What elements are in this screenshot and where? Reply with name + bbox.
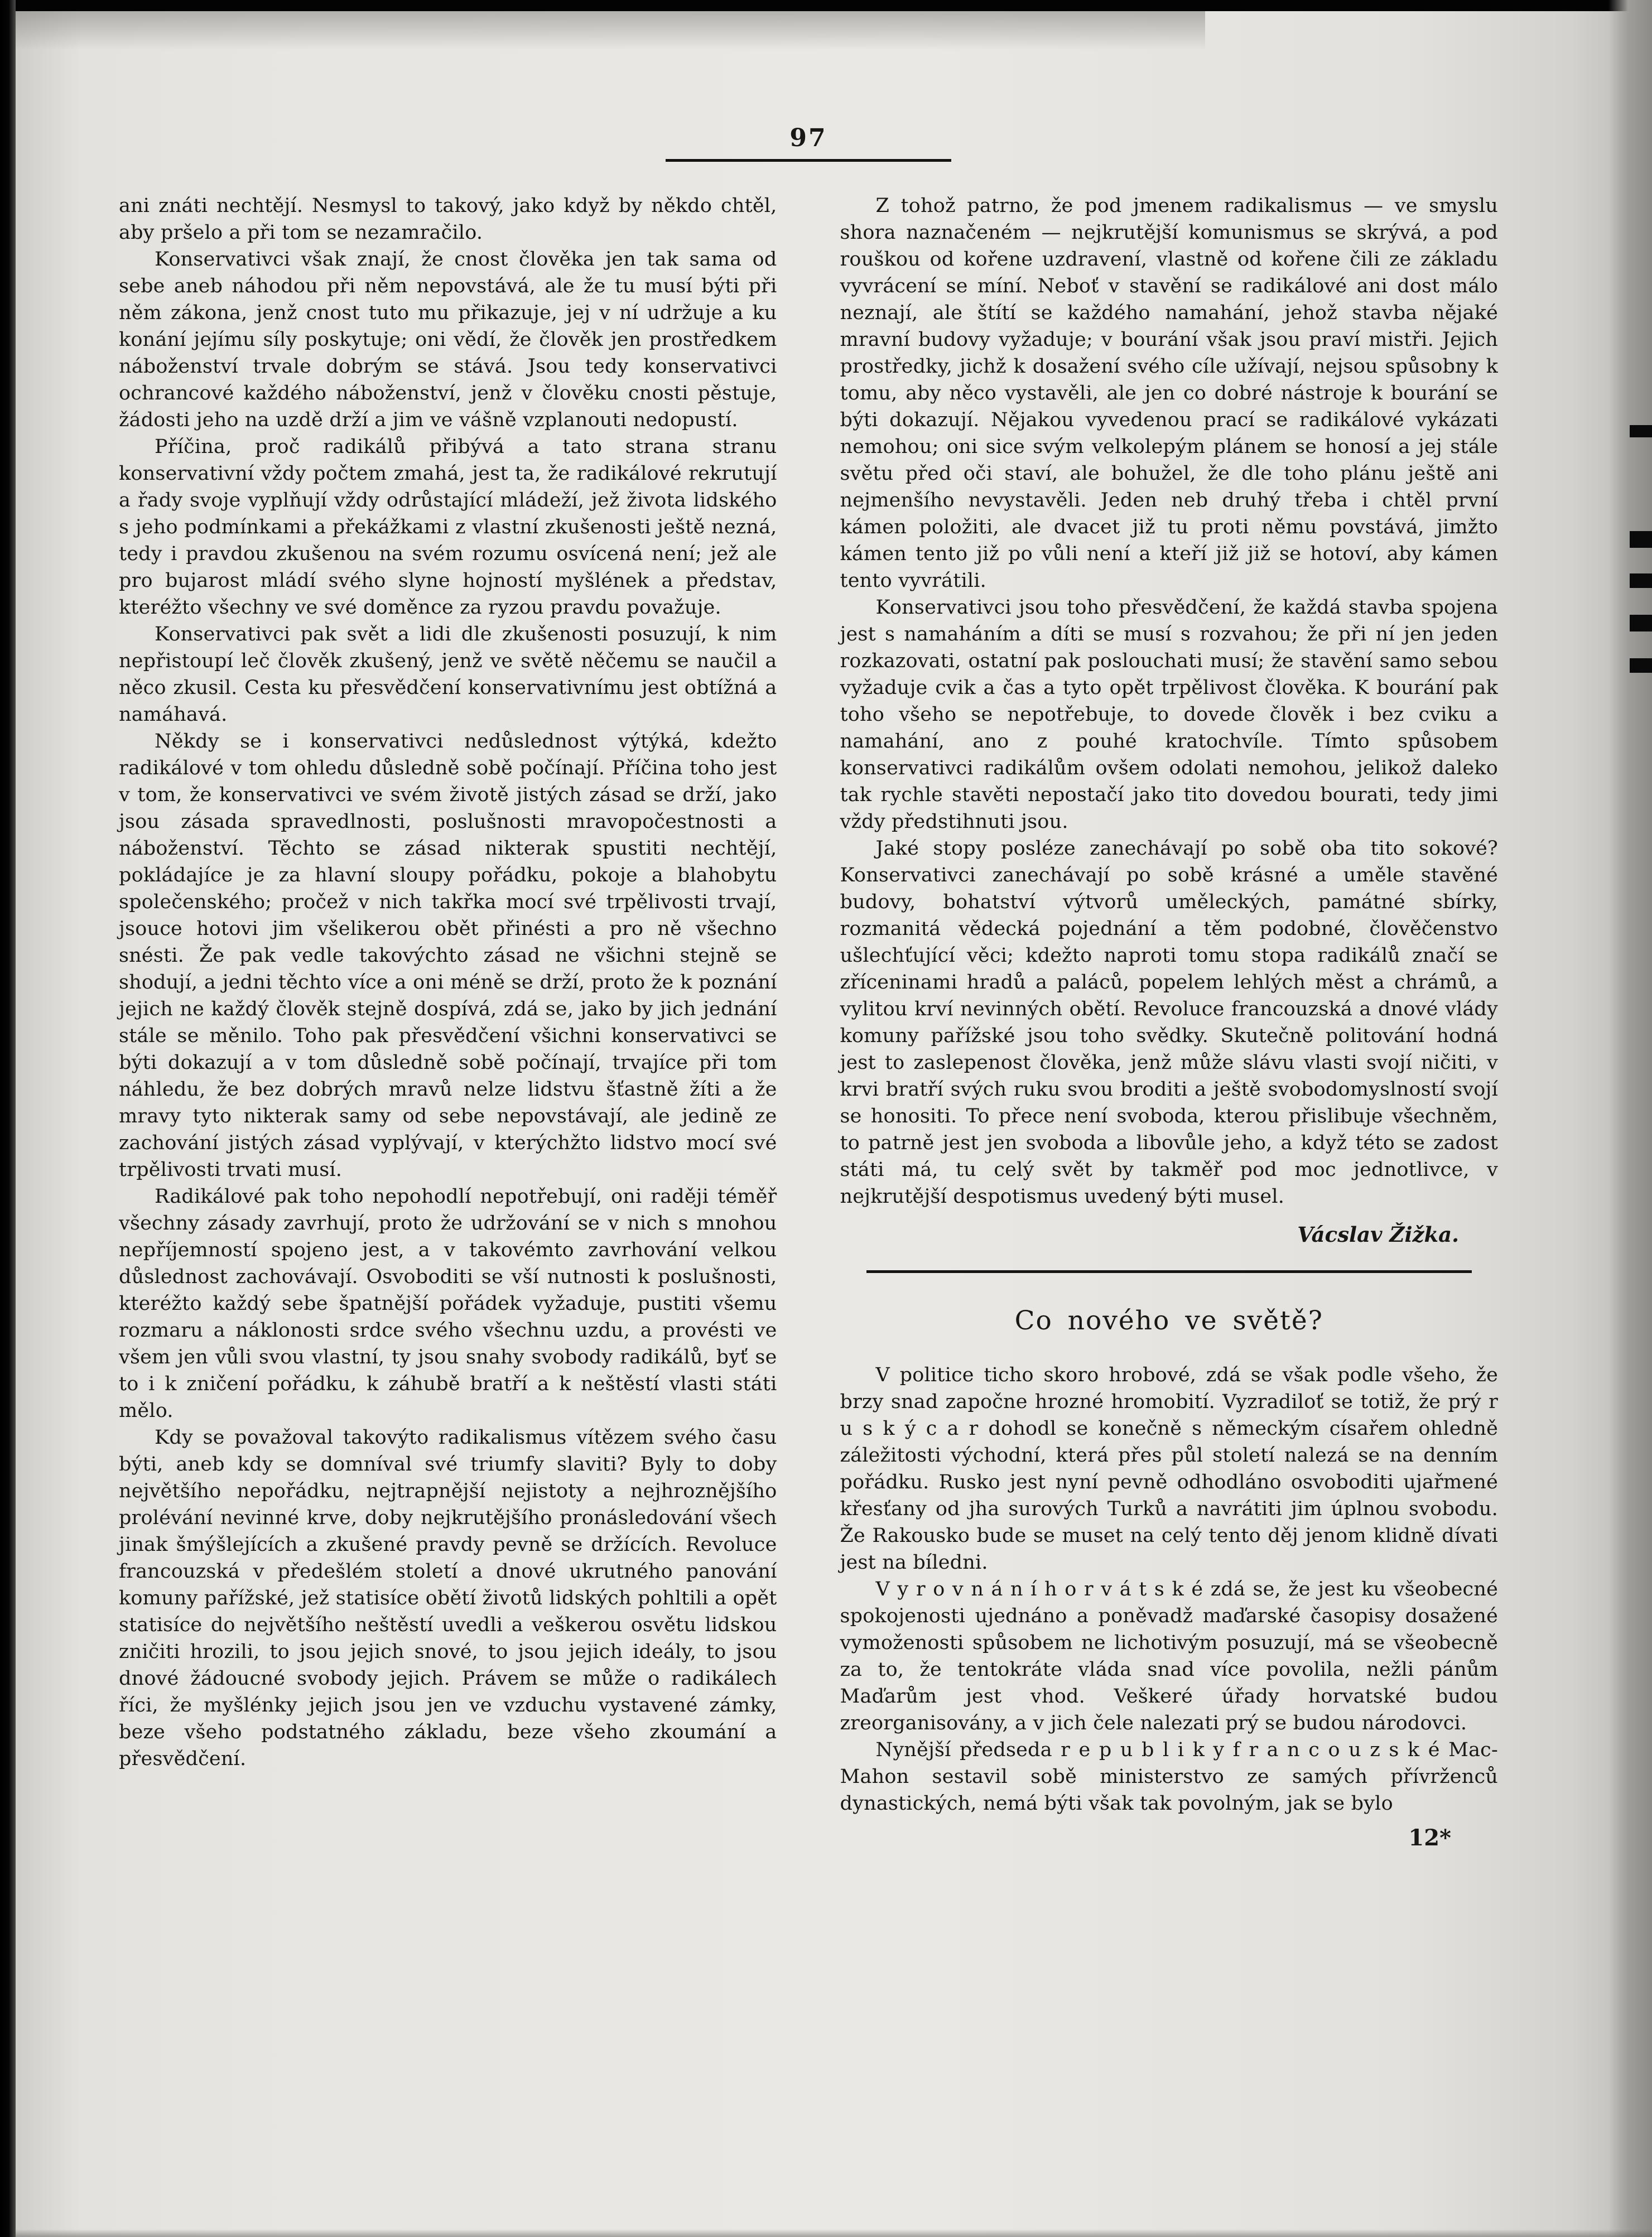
paragraph: Z tohož patrno, že pod jmenem radikalismus — ve smyslu shora naznačeném — nejkrutější komunismus se skrývá, a pod rouškou od kořene uzdravení, vlastně od kořene čili ze základu vyvrácení se míní. Neboť v stavění se radikálové ani dost málo neznají, ale štítí se každého namahání, jehož stavba nějaké mravní budovy vyžaduje; v bourání však jsou praví mistři. Jejich prostředky, jichž k dosažení svého cíle užívají, nejsou spůsobny k tomu, aby něco vystavěli, ale jen co dobré nástroje k bourání se býti dokazují. Nějakou vyvedenou prací se radikálové vykázati nemohou; oni sice svým velkolepým plánem se honosí a jej stále světu před oči staví, ale bohužel, že dle toho plánu ještě ani nejmenšího nevystavěli. Jeden neb druhý třeba i chtěl první kámen položiti, ale dvacet již tu proti němu povstává, jimžto kámen tento již po vůli není a kteří již již se hotoví, aby kámen tento vyvrátili. [840,195,1498,592]
page-content [119,124,1498,1851]
text-columns [119,192,1498,1851]
paragraph: Příčina, proč radikálů přibývá a tato strana stranu konservativní vždy počtem zmahá, jest ta, že radikálové rekrutují a řady svoje vyplňují vždy odrůstající mládeží, jež života lidského s jeho podmínkami a překážkami z vlastní zkušenosti ještě nezná, tedy i pravdou zkušenou na svém rozumu osvícená není; jež ale pro bujarost mládí svého slyne hojností myšlének a představ, kteréžto všechny ve své doměnce za ryzou pravdu považuje. [119,436,777,619]
paragraph: Konservativci jsou toho přesvědčení, že každá stavba spojena jest s namaháním a díti se musí s rozvahou; že při ní jen jeden rozkazovati, ostatní pak poslouchati musí; že stavění samo sebou vyžaduje cvik a čas a tyto opět trpělivost člověka. K bourání pak toho všeho se nepotřebuje, to dovede člověk i bez cviku a namahání, ano z pouhé kratochvíle. Tímto spůsobem konservativci radikálům ovšem odolati nemohou, jelikož daleko tak rychle stavěti nepostačí jako tito dovedou bourati, tedy jimi vždy předstihnuti jsou. [840,596,1498,833]
sheet-signature-mark: 12* [1408,1825,1451,1851]
scan-artifact-mark [1630,531,1652,548]
section-heading: Co nového ve světě? [1014,1305,1323,1336]
scan-edge-left [0,0,16,2237]
paragraph: Konservativci pak svět a lidi dle zkušenosti posuzují, k nim nepřistoupí leč člověk zkušený, jenž ve světě něčemu se naučil a něco zkusil. Cesta ku přesvědčení konservativnímu jest obtížná a namáhavá. [119,623,777,726]
paragraph: Někdy se i konservativci nedůslednost výtýká, kdežto radikálové v tom ohledu důsledně sobě počínají. Příčina toho jest v tom, že konservativci ve svém životě jistých zásad se drží, jako jsou zásada spravedlnosti, poslušnosti mravopočestnosti a náboženství. Těchto se zásad nikterak spustiti nechtějí, pokládajíce je za hlavní sloupy pořádku, pokoje a blahobytu společenského; pročež v nich takřka mocí své trpělivosti trvají, jsouce hotovi jim všelikerou obět přinésti a pro ně všechno snésti. Že pak vedle takovýchto zásad ne všichni stejně se shodují, a jedni těchto více a oni méně se drží, proto že k poznání jejich ne každý člověk stejně dospívá, zdá se, jako by jich jednání stále se měnilo. Toho pak přesvědčení všichni konservativci se býti dokazují a v tom důsledně sobě počínají, trvajíce při tom náhledu, že bez dobrých mravů nelze lidstvu šťastně žíti a že mravy tyto nikterak samy od sebe nepovstávají, ale jedině ze zachování jistých zásad vyplývají, v kterýchžto lidstvo mocí své trpělivosti trvati musí. [119,730,777,1181]
paragraph: V politice ticho skoro hrobové, zdá se však podle všeho, že brzy snad započne hrozné hromobití. Vyzradiloť se totiž, že prý r u s k ý c a r dohodl se konečně s německým císařem ohledně záležitosti východní, která přes půl století nalezá se na denním pořádku. Rusko jest nyní pevně odhodláno osvoboditi ujařmené křesťany od jha surových Turků a navrátiti jim úplnou svobodu. Že Rakousko bude se muset na celý tento děj jenom klidně dívati jest na bíledni. [840,1364,1498,1574]
section-divider [866,1270,1472,1273]
paragraph: Nynější předseda r e p u b l i k y f r a n c o u z s k é Mac-Mahon sestavil sobě ministerstvo ze samých přívrženců dynastických, nemá býti však tak povolným, jak se bylo [840,1739,1498,1815]
scan-edge-bottom [16,2229,1652,2237]
paragraph: V y r o v n á n í h o r v á t s k é zdá se, že jest ku všeobecné spokojenosti ujednáno a poněvadž maďarské časopisy dosažené vymoženosti spůsobem ne lichotivým posuzují, má se všeobecně za to, že tentokráte vláda snad více povolila, nežli pánům Maďarům jest vhod. Veškeré úřady horvatské budou zreorganisovány, a v jich čele nalezati prý se budou národovci. [840,1578,1498,1734]
scan-artifact-mark [1630,658,1652,673]
right-column [840,192,1499,1851]
paragraph: Jaké stopy posléze zanechávají po sobě oba tito sokové? Konservativci zanechávají po sobě krásné a uměle stavěné budovy, bohatství výtvorů uměleckých, památné sbírky, rozmanitá vědecká pojednání a těm podobné, člověčenstvo ušlechťující věci; kdežto naproti tomu stopa radikálů značí se zříceninami hradů a paláců, popelem lehlých měst a chrámů, a vylitou krví nevinných obětí. Revoluce francouzská a dnové vlády komuny pařížské jsou toho svědky. Skutečně politování hodná jest to zaslepenost člověka, jenž může slávu vlasti svojí ničiti, v krvi bratří svých ruku svou broditi a ještě svobodomyslností svojí se honositi. To přece není svoboda, kterou přislibuje všechněm, to patrně jest jen svoboda a libovůle jeho, a když této se zadost státi má, tu celý svět by takměř pod moc jednotlivce, v nejkrutější despotismus uvedený býti musel. [840,837,1498,1208]
author-signature: Vácslav Žižka. [1297,1222,1459,1247]
page-number: 97 [789,124,827,152]
paragraph: Radikálové pak toho nepohodlí nepotřebují, oni raději téměř všechny zásady zavrhují, proto že udržování se v nich s mnohou nepříjemností spojeno jest, a v takovémto zavrhování velkou důslednost zachovávají. Osvoboditi se vší nutnosti k poslušnosti, kteréžto každý sebe špatnější pořádek vyžaduje, pustiti všemu rozmaru a náklonosti srdce svého všechnu uzdu, a provésti ve všem jen vůli svou vlastní, ty jsou snahy svobody radikálů, byť se to i k zničení pořádku, k záhubě bratří a k neštěstí vlasti státi mělo. [119,1185,777,1422]
scan-artifact-mark [1630,615,1652,631]
paragraph: ani znáti nechtějí. Nesmysl to takový, jako když by někdo chtěl, aby pršelo a při tom se nezamračilo. [119,195,777,244]
paragraph: Kdy se považoval takovýto radikalismus vítězem svého času býti, aneb kdy se domníval své triumfy slaviti? Byly to doby největšího nepořádku, nejtrapnější nejistoty a nejhroznějšího prolévání nevinné krve, doby nejkrutějšího pronásledování všech jinak šmýšlejících a zkušené pravdy pevně se držících. Revoluce francouzská v předešlém století a dnové ukrutného panování komuny pařížské, jež statisíce obětí životů lidských pohltili a opět statisíce do největšího neštěstí uvedli a veškerou osvětu lidskou zničiti hrozili, to jsou jejich snové, to jsou jejich ideály, to jsou dnové žádoucné svobody jejich. Právem se může o radikálech říci, že myšlénky jejich jsou jen ve vzduchu vystavené zámky, beze všeho podstatného základu, beze všeho zkoumání a přesvědčení. [119,1426,777,1770]
scan-artifact-mark [1630,573,1652,588]
scan-edge-top [0,0,1652,11]
page-number-rule [666,159,951,162]
scan-artifact-mark [1630,425,1652,437]
left-column [119,192,777,1851]
scan-edge-right [1608,0,1652,2237]
paragraph: Konservativci však znají, že cnost člověka jen tak sama od sebe aneb náhodou při něm nepovstává, ale že tu musí býti při něm zákona, jenž cnost tuto mu přikazuje, jej v ní udržuje a ku konání jejímu síly poskytuje; oni vědí, že člověk jen prostředkem náboženství trvale dobrým se stává. Jsou tedy konservativci ochrancové každého náboženství, jenž v člověku cnosti pěstuje, žádosti jeho na uzdě drží a jim ve vášně vzplanouti nedopustí. [119,248,777,431]
